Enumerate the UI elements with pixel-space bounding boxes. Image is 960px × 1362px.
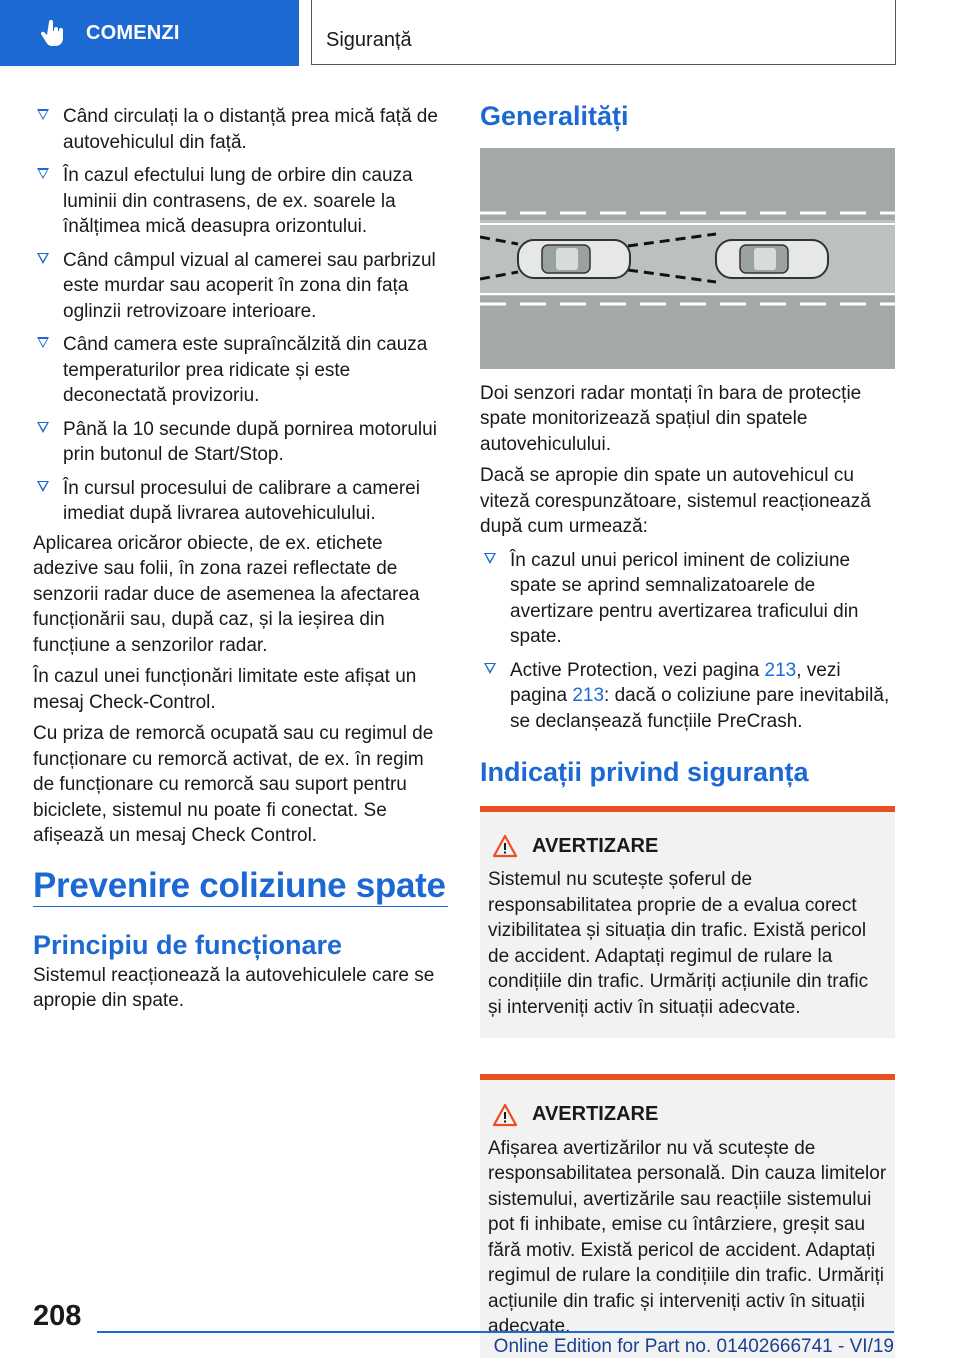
- heading-general: Generalități: [480, 101, 629, 131]
- paragraph: Sistemul reacționează la autovehiculele care se apropie din spate.: [33, 964, 435, 1011]
- paragraph: Aplicarea oricăror obiecte, de ex. etichete adezive sau folii, în zona razei reflectate de senzorii radar duce de asemenea la afectarea funcționării sau, după caz, și la ieșirea din funcțiune a senzorilor radar.: [33, 532, 420, 656]
- list-item: Când câmpul vizual al camerei sau parbrizul este murdar sau acoperit în zona din fața oglinzii retrovizoare interioare.: [33, 248, 448, 325]
- paragraph: Dacă se apropie din spate un autovehicul cu viteză corespunzătoare, sistemul reacționează după cum urmează:: [480, 465, 871, 537]
- page-link[interactable]: 213: [764, 659, 797, 681]
- warning-box: [480, 1074, 895, 1358]
- warning-triangle-icon: [492, 1103, 518, 1127]
- section-title: Siguranță: [326, 29, 412, 51]
- page-number: 208: [33, 1300, 82, 1332]
- list-item: Când camera este supraîncălzită din cauza temperaturilor prea ridicate și este deconectată provizoriu.: [33, 332, 448, 409]
- warning-title: AVERTIZARE: [532, 1103, 659, 1125]
- chapter-tab[interactable]: [0, 0, 299, 66]
- warning-title: AVERTIZARE: [532, 834, 659, 857]
- right-column: [480, 101, 895, 1358]
- edition-footer: Online Edition for Part no. 01402666741 - VI/19: [493, 1336, 894, 1357]
- rear-radar-illustration: [480, 148, 895, 369]
- heading-safety: Indicații privind siguranța: [480, 757, 809, 787]
- list-item: În cazul unui pericol iminent de coliziune spate se aprind semnalizatoarele de avertizare pentru avertizarea traficului din spate.: [480, 548, 895, 650]
- chapter-tab-label: COMENZI: [86, 21, 180, 44]
- hand-pointer-icon: [38, 18, 68, 48]
- bullet-triangle-icon: [37, 253, 49, 264]
- sub-heading: Principiu de funcționare: [33, 930, 343, 960]
- bullet-triangle-icon: [484, 553, 496, 564]
- paragraph: Doi senzori radar montați în bara de protecție spate monitorizează spațiul din spatele autovehiculului.: [480, 382, 862, 455]
- warning-text: Afișarea avertizărilor nu vă scutește de responsabilitatea personală. Din cauza limitelor sistemului, avertizările sau reacțiile sistemului pot fi inhibate, emise cu întârziere, greșit sau fără motiv. Există pericol de accident. Adaptați regimul de rulare la condițiile din trafic. Urmăriți acțiunile din trafic și interveniți activ în situații adecvate.: [488, 1137, 887, 1337]
- warning-title-row: [488, 1102, 887, 1128]
- page-link[interactable]: 213: [572, 685, 605, 706]
- bullet-triangle-icon: [37, 168, 49, 179]
- bullet-triangle-icon: [37, 481, 49, 492]
- warning-triangle-icon: [492, 834, 518, 858]
- warning-title-row: [488, 834, 887, 860]
- list-item: Când circulați la o distanță prea mică față de autovehiculul din față.: [33, 104, 448, 155]
- bullet-triangle-icon: [37, 109, 49, 120]
- left-column: [33, 104, 448, 1020]
- bullet-triangle-icon: [484, 663, 496, 674]
- rear-car-icon: [518, 240, 630, 278]
- list-item: Active Protection, vezi pagina 213, vezi pagina 213: dacă o coliziune pare inevitabilă, se declanșează funcțiile PreCrash.: [480, 658, 895, 735]
- bullet-triangle-icon: [37, 337, 49, 348]
- list-item: În cazul efectului lung de orbire din cauza luminii din contrasens, de ex. soarele la înălțimea mică deasupra orizontului.: [33, 163, 448, 240]
- paragraph: Cu priza de remorcă ocupată sau cu regimul de funcționare cu remorcă activat, de ex. în regim de funcționare cu remorcă sau suport pentru biciclete, sistemul nu poate fi conectat. Se afișează un mesaj Check Control.: [33, 723, 434, 846]
- bullet-triangle-icon: [37, 422, 49, 433]
- list-item: În cursul procesului de calibrare a camerei imediat după livrarea autovehiculului.: [33, 476, 448, 527]
- warning-text: Sistemul nu scutește șoferul de responsabilitatea proprie de a evalua corect vizibilitatea și situația din trafic. Există pericol de accident. Adaptați regimul de rulare la condițiile din trafic. Urmăriți acțiunile din trafic și interveniți activ în situații adecvate.: [488, 869, 869, 1018]
- footer-divider: [97, 1331, 894, 1333]
- paragraph: În cazul unei funcționări limitate este afișat un mesaj Check-Control.: [33, 666, 417, 713]
- warning-box: [480, 806, 895, 1039]
- front-car-icon: [716, 240, 828, 278]
- section-header: [311, 0, 896, 65]
- main-heading: Prevenire coliziune spate: [33, 873, 448, 908]
- list-item: Până la 10 secunde după pornirea motorului prin butonul de Start/Stop.: [33, 417, 448, 468]
